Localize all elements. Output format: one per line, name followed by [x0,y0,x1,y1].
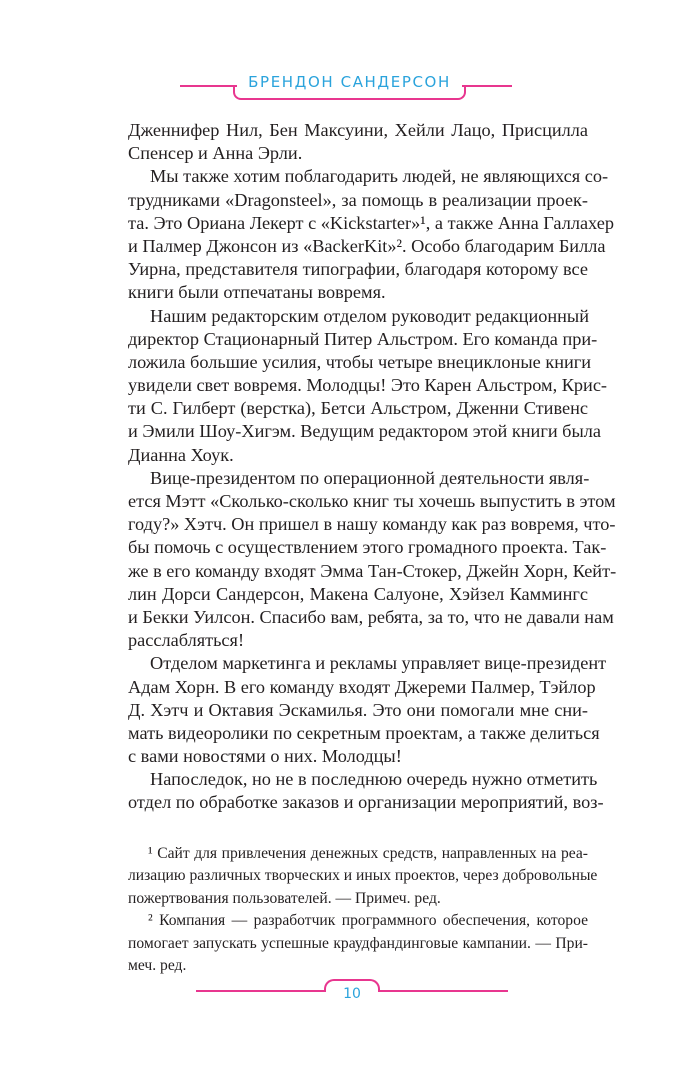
text-line: Д. Хэтч и Октавия Эскамилья. Это они помогали мне сни- [128,699,588,720]
paragraph [128,165,614,304]
text-line: Отделом маркетинга и рекламы управляет вице-президент [150,653,607,674]
running-head-author: БРЕНДОН САНДЕРСОН [248,73,451,91]
footnote [128,843,598,910]
text-line: ¹ Сайт для привлечения денежных средств, направленных на реа- [148,845,588,862]
text-line: и Палмер Джонсон из «BackerKit»². Особо благодарим Билла [128,235,606,256]
text-line: Спенсер и Анна Эрли. [128,143,303,164]
page-number: 10 [343,986,361,1002]
text-line: лизацию различных творческих и иных проектов, через добровольные [128,867,598,885]
text-line: книги были отпечатаны вовремя. [128,282,386,303]
header-rule-left [180,85,237,87]
text-line: лин Дорси Сандерсон, Макена Салуоне, Хэйзел Каммингс [128,583,588,604]
text-line: Адам Хорн. В его команду входят Джереми Палмер, Тэйлор [128,676,596,697]
text-line: ется Мэтт «Сколько-сколько книг ты хочешь выпустить в этом [128,491,616,511]
header-rule-right [462,85,512,87]
text-line: трудниками «Dragonsteel», за помощь в реализации проек- [128,189,588,210]
text-line: бы помочь с осуществлением этого громадного проекта. Так- [128,537,607,558]
text-line: меч. ред. [128,956,187,974]
text-line: Дженнифер Нил, Бен Максуини, Хейли Лацо, Присцилла [128,120,588,140]
text-line: директор Стационарный Питер Альстром. Его команда при- [128,328,598,349]
text-line: Напоследок, но не в последнюю очередь нужно отметить [150,769,598,790]
paragraph [128,768,604,814]
text-line: же в его команду входят Эмма Тан-Стокер, Джейн Хорн, Кейт- [128,560,617,581]
text-line: с вами новостями о них. Молодцы! [128,746,402,767]
text-line: Уирна, представителя типографии, благодаря которому все [128,259,588,280]
text-line: году?» Хэтч. Он пришел в нашу команду как раз вовремя, что- [128,514,616,535]
text-line: расслабляться! [128,630,245,651]
text-line: мать видеоролики по секретным проектам, а также делиться [128,722,600,743]
paragraph [128,467,617,653]
text-line: та. Это Ориана Лекерт с «Kickstarter»¹, а также Анна Галлахер [128,212,614,233]
text-line: ложила большие усилия, чтобы четыре внециклоные книги [128,351,592,372]
text-line: увидели свет вовремя. Молодцы! Это Карен Альстром, Крис- [128,375,608,396]
body-text [128,119,617,815]
footer-rule-right [378,990,508,992]
text-line: пожертвования пользователей. — Примеч. ред. [128,889,441,907]
text-line: отдел по обработке заказов и организации мероприятий, воз- [128,792,604,813]
paragraph [128,119,588,165]
paragraph [128,652,607,768]
text-line: Дианна Хоук. [128,444,234,465]
text-line: помогает запускать успешные краудфандинговые кампании. — При- [128,934,588,952]
text-line: ти С. Гилберт (верстка), Бетси Альстром, Дженни Стивенс [128,398,588,419]
footnote [128,910,588,977]
paragraph [128,305,608,467]
footer-rule-left [196,990,326,992]
text-line: и Эмили Шоу-Хигэм. Ведущим редактором этой книги была [128,421,601,442]
text-line: Нашим редакторским отделом руководит редакционный [150,305,589,326]
footnotes [128,843,598,977]
text-line: ² Компания — разработчик программного обеспечения, которое [148,912,588,930]
text-line: Вице-президентом по операционной деятельности явля- [150,467,590,488]
text-line: Мы также хотим поблагодарить людей, не являющихся со- [150,166,609,187]
text-line: и Бекки Уилсон. Спасибо вам, ребята, за то, что не давали нам [128,606,614,627]
